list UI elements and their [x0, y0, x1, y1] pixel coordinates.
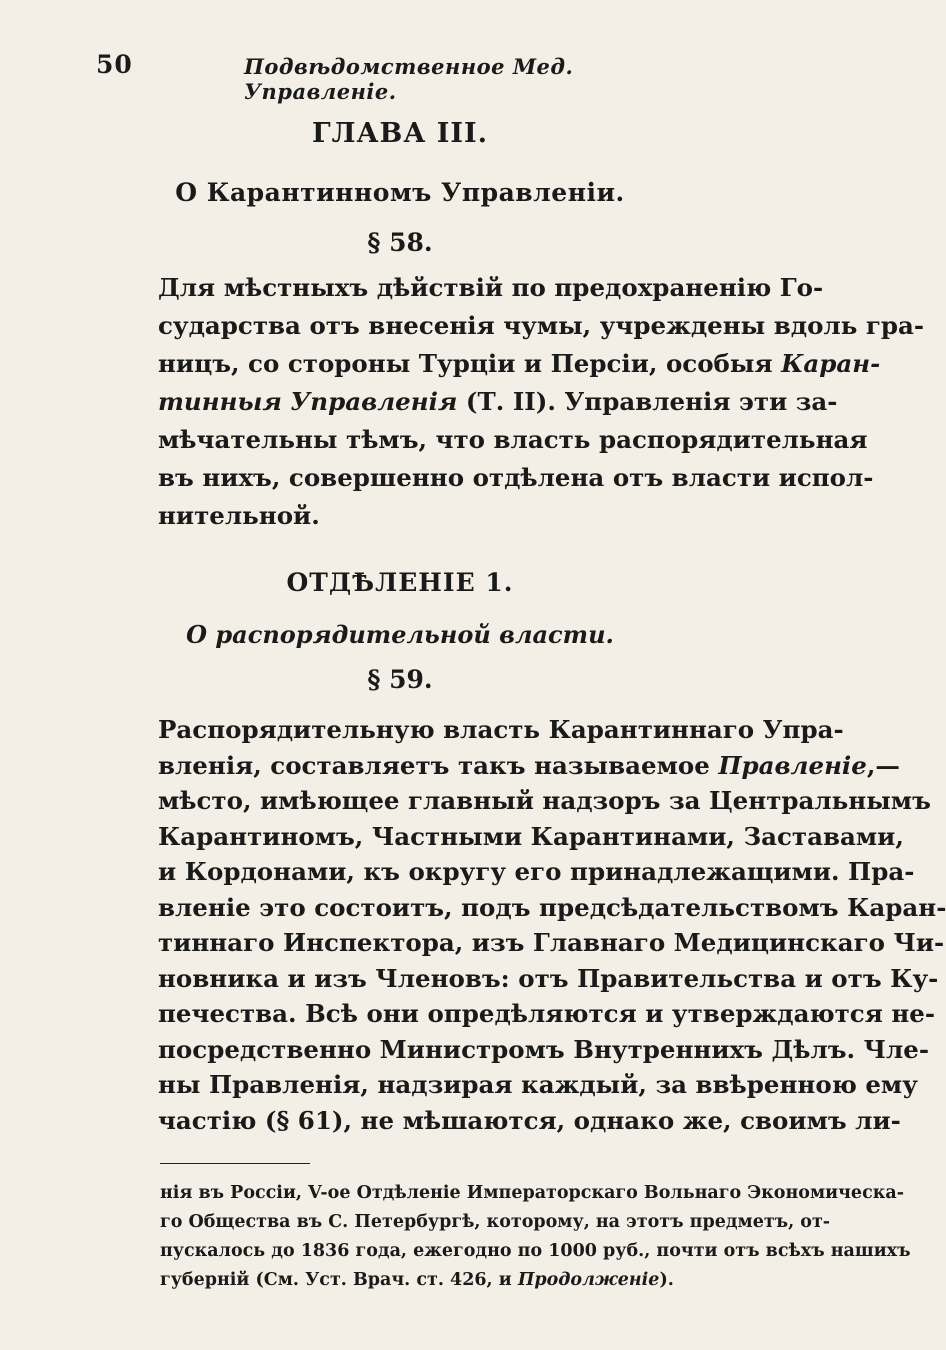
text-line: новника и изъ Членовъ: отъ Правительства и отъ Ку-: [158, 963, 939, 993]
division-title: ОТДѢЛЕНІЕ 1.: [286, 568, 514, 597]
text-line: печества. Всѣ они опредѣляются и утверждаются не-: [158, 999, 936, 1028]
text-line: Для мѣстныхъ дѣйствій по предохраненію Го-: [158, 273, 824, 302]
text-line: ны Правленія, надзирая каждый, за ввѣренною ему: [158, 1070, 918, 1099]
text-line: нія въ Россіи, V-ое Отдѣленіе Императорскаго Вольнаго Экономическа-: [160, 1183, 904, 1203]
text-run: (Т. II). Управленія эти за-: [457, 387, 838, 416]
text-line: [158, 344, 881, 384]
italic-term: Каран-: [781, 349, 881, 378]
text-line: [158, 746, 900, 786]
italic-term: Правленіе: [718, 750, 867, 780]
footnote-rule: [160, 1163, 310, 1164]
page-number: 50: [96, 50, 133, 79]
text-run: ,—: [866, 750, 900, 780]
text-run: вленія, составляетъ такъ называемое: [158, 750, 719, 780]
chapter-subtitle: О Карантинномъ Управленіи.: [175, 178, 625, 207]
running-head: [96, 50, 656, 104]
italic-term: тинныя Управленія: [158, 387, 458, 416]
text-line: пускалось до 1836 года, ежегодно по 1000 руб., почти отъ всѣхъ нашихъ: [160, 1241, 911, 1261]
text-line: въ нихъ, совершенно отдѣлена отъ власти испол-: [158, 463, 874, 492]
text-line: и Кордонами, къ округу его принадлежащими. Пра-: [158, 857, 915, 886]
text-line: частію (§ 61), не мѣшаются, однако же, своимъ ли-: [158, 1105, 901, 1135]
text-line: го Общества въ С. Петербургѣ, которому, на этотъ предметъ, от-: [160, 1212, 831, 1232]
division-subtitle: О распорядительной власти.: [186, 620, 614, 649]
text-line: [160, 1265, 778, 1295]
section-58-mark: § 58.: [367, 228, 433, 257]
section-59-mark: § 59.: [367, 665, 433, 694]
text-line: мѣсто, имѣющее главный надзоръ за Центральнымъ: [158, 786, 931, 815]
text-run: ницъ, со стороны Турціи и Персіи, особыя: [158, 349, 782, 378]
text-line: Карантиномъ, Частными Карантинами, Заставами,: [158, 821, 904, 851]
text-line: мѣчательны тѣмъ, что власть распорядительная: [158, 425, 868, 454]
chapter-title: ГЛАВА III.: [311, 118, 488, 149]
text-line: вленіе это состоитъ, подъ предсѣдательствомъ Каран-: [158, 892, 946, 922]
text-line: сударства отъ внесенія чумы, учреждены вдоль гра-: [158, 311, 925, 340]
text-run: ).: [659, 1270, 674, 1290]
text-line: [158, 382, 838, 422]
italic-term: Продолженіе: [517, 1270, 660, 1290]
text-line: тиннаго Инспектора, изъ Главнаго Медицинскаго Чи-: [158, 928, 945, 957]
text-run: губерній (См. Уст. Врач. ст. 426, и: [160, 1270, 518, 1290]
text-line: посредственно Министромъ Внутреннихъ Дѣлъ. Чле-: [158, 1034, 929, 1064]
running-title: Подвѣдомственное Мед. Управленіе.: [244, 54, 574, 104]
text-line: Распорядительную власть Карантиннаго Упра-: [158, 715, 844, 744]
text-line: нительной.: [158, 501, 320, 530]
